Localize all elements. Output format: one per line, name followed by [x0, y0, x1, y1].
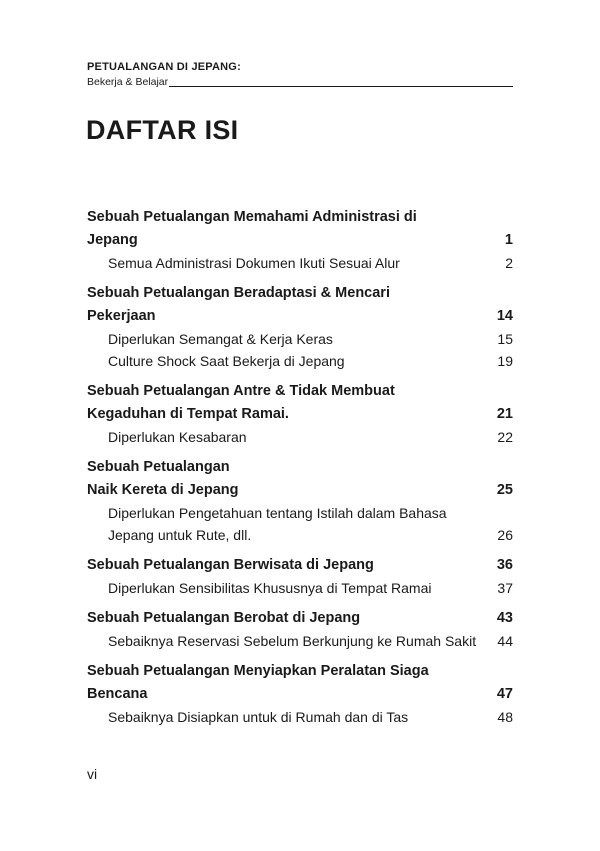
toc-section	[87, 380, 513, 448]
chapter-title-line: Sebuah Petualangan	[87, 459, 230, 475]
toc-section	[87, 554, 513, 599]
toc-section	[87, 607, 513, 652]
subsection-entry[interactable]	[87, 577, 513, 599]
chapter-title	[87, 456, 447, 502]
subsection-entry[interactable]	[87, 350, 513, 372]
chapter-title: Sebuah Petualangan Antre & Tidak Membuat Kegaduhan di Tempat Ramai.	[87, 383, 395, 422]
chapter-entry[interactable]	[87, 456, 513, 502]
chapter-entry[interactable]	[87, 380, 513, 426]
subsection-entry[interactable]	[87, 630, 513, 652]
chapter-page: 1	[504, 232, 513, 248]
subsection-entry[interactable]	[87, 706, 513, 728]
subsection-page: 37	[497, 580, 513, 596]
subsection-entry[interactable]	[87, 426, 513, 448]
chapter-title: Sebuah Petualangan Berobat di Jepang	[87, 610, 361, 626]
subsection-page: 15	[497, 331, 513, 347]
subsection-title: Diperlukan Kesabaran	[108, 429, 247, 445]
subtitle-row	[87, 74, 513, 89]
book-subtitle: Bekerja & Belajar	[87, 76, 169, 88]
chapter-page: 25	[496, 482, 513, 498]
subsection-entry[interactable]	[87, 502, 513, 546]
chapter-title: Sebuah Petualangan Beradaptasi & Mencari Pekerjaan	[87, 285, 390, 324]
book-title: PETUALANGAN DI JEPANG:	[87, 61, 241, 73]
subsection-page: 22	[497, 429, 513, 445]
subsection-page: 44	[497, 633, 513, 649]
chapter-title-line: Naik Kereta di Jepang	[87, 482, 239, 498]
running-header	[87, 60, 513, 89]
subsection-entry[interactable]	[87, 328, 513, 350]
subsection-entry[interactable]	[87, 252, 513, 274]
page-number: vi	[87, 766, 98, 782]
subsection-page: 48	[497, 709, 513, 725]
chapter-entry[interactable]	[87, 206, 513, 252]
subsection-title: Diperlukan Semangat & Kerja Keras	[108, 331, 333, 347]
subsection-title: Culture Shock Saat Bekerja di Jepang	[108, 353, 345, 369]
chapter-entry[interactable]	[87, 282, 513, 328]
subsection-title: Sebaiknya Disiapkan untuk di Rumah dan di Tas	[108, 709, 409, 725]
toc-section	[87, 456, 513, 546]
subsection-title: Diperlukan Sensibilitas Khususnya di Tempat Ramai	[108, 580, 432, 596]
toc-section	[87, 282, 513, 372]
chapter-title: Sebuah Petualangan Berwisata di Jepang	[87, 557, 374, 573]
chapter-page: 36	[496, 557, 513, 573]
subsection-title: Semua Administrasi Dokumen Ikuti Sesuai Alur	[108, 255, 400, 271]
toc-section	[87, 660, 513, 728]
toc-section	[87, 206, 513, 274]
chapter-page: 47	[496, 686, 513, 702]
subsection-page: 26	[497, 527, 513, 543]
chapter-entry[interactable]	[87, 607, 513, 630]
chapter-page: 14	[496, 308, 513, 324]
subsection-title: Diperlukan Pengetahuan tentang Istilah dalam Bahasa Jepang untuk Rute, dll.	[108, 505, 447, 543]
chapter-title: Sebuah Petualangan Memahami Administrasi di Jepang	[87, 209, 417, 248]
chapter-entry[interactable]	[87, 554, 513, 577]
chapter-page: 43	[496, 610, 513, 626]
subsection-page: 2	[505, 255, 513, 271]
subsection-title: Sebaiknya Reservasi Sebelum Berkunjung ke Rumah Sakit	[108, 633, 477, 649]
header-rule	[169, 86, 513, 87]
subsection-page: 19	[497, 353, 513, 369]
toc-heading: DAFTAR ISI	[86, 115, 239, 145]
chapter-page: 21	[496, 406, 513, 422]
table-of-contents	[87, 206, 513, 736]
chapter-entry[interactable]	[87, 660, 513, 706]
chapter-title: Sebuah Petualangan Menyiapkan Peralatan Siaga Bencana	[87, 663, 429, 702]
